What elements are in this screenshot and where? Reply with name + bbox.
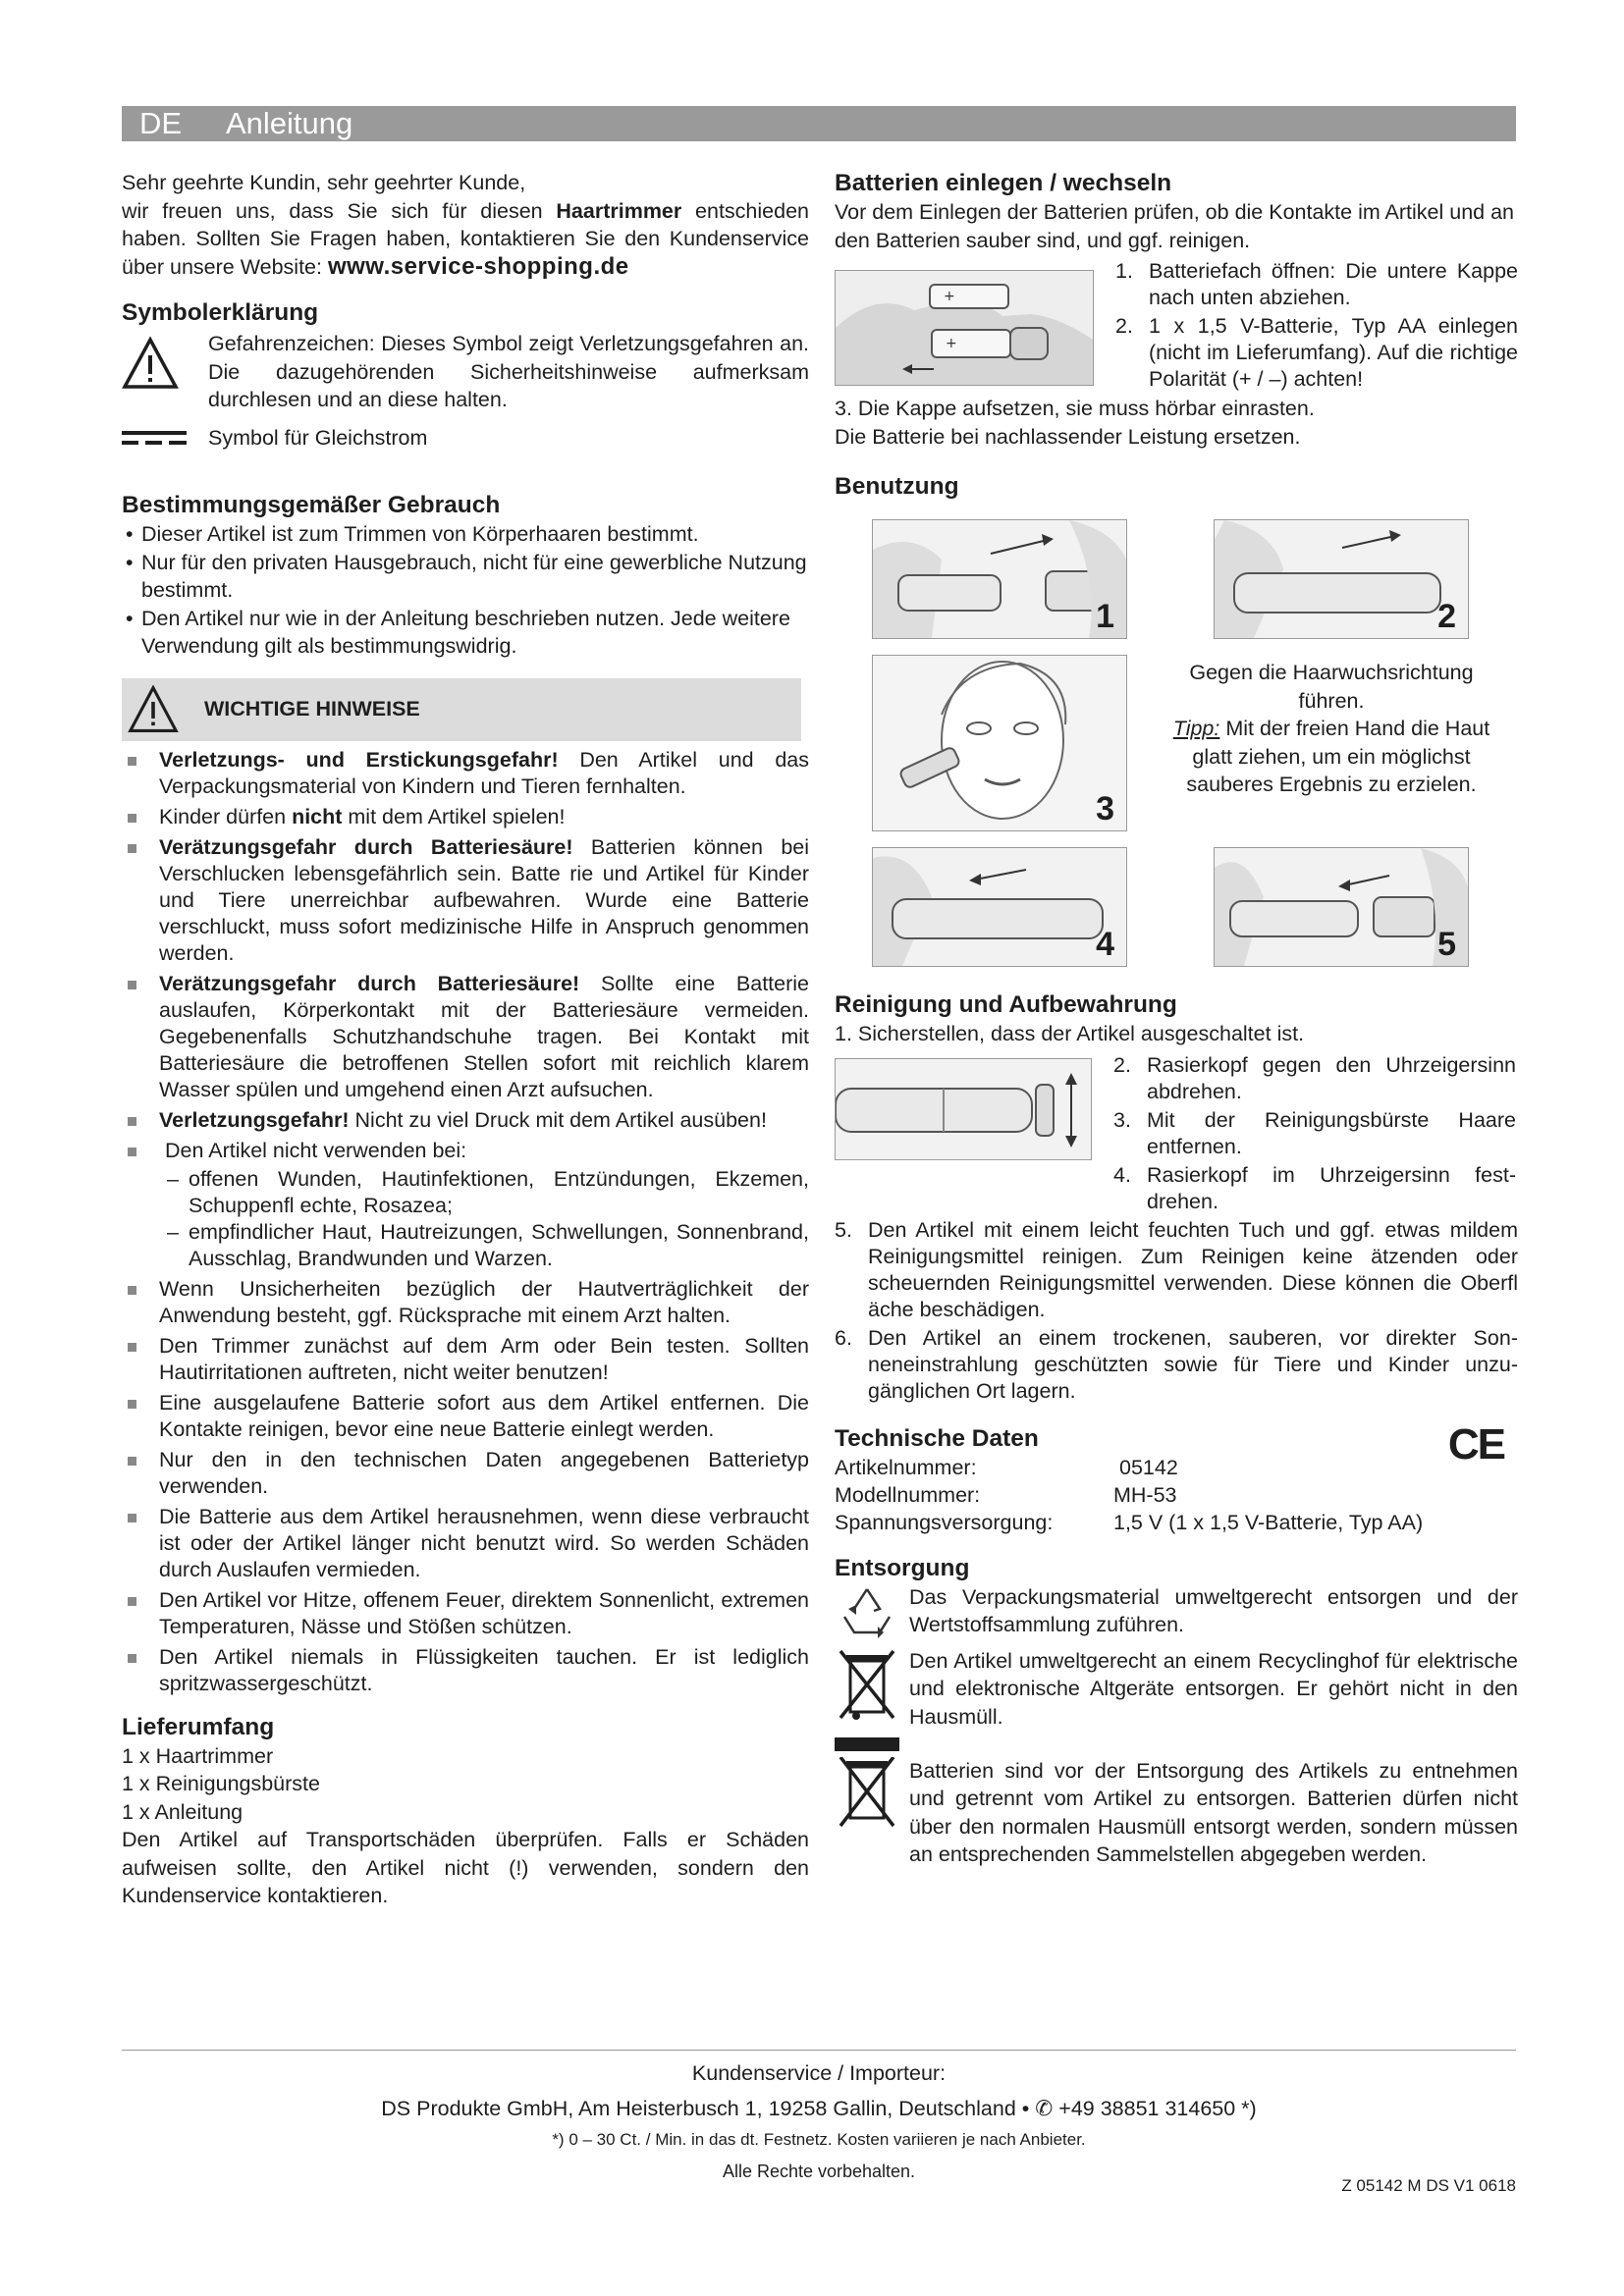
list-item: Den Trimmer zunächst auf dem Arm oder Bein testen. Sollten Hautirritationen auftreten, nicht weiter benutzen! xyxy=(122,1333,809,1386)
usage-step-3-image xyxy=(872,655,1127,831)
website-link[interactable]: www.service-shopping.de xyxy=(327,252,629,280)
usage-direction: Gegen die Haarwuchsrichtung führen. xyxy=(1189,661,1474,713)
footer-service-label: Kundenservice / Importeur: xyxy=(691,2061,947,2085)
usage-step-5-image xyxy=(1214,847,1469,967)
list-item: 2. 1 x 1,5 V-Batterie, Typ AA einlegen (nicht im Lieferumfang). Auf die richtige Polarität (+ / –) achten! xyxy=(1115,314,1518,391)
danger-symbol-text: Gefahrenzeichen: Dieses Symbol zeigt Verletzungsgefahren an. Die dazugehörenden Sicherheitshinweise aufmerksam durchlesen und an diese halten. xyxy=(208,332,809,411)
disposal-battery-text: Batterien sind vor der Entsorgung des Artikels zu entnehmen und getrennt vom Artikel zu entsorgen. Batterien dürfen nicht über den normalen Hausmüll entsorgt werden, sondern müssen an entsprechenden Sammelstellen abgegeben werden. xyxy=(909,1758,1518,1866)
language-code: DE xyxy=(139,106,183,140)
warnings-list xyxy=(122,747,809,1697)
usage-hint xyxy=(1155,659,1508,799)
ce-mark: CE xyxy=(1447,1419,1504,1468)
svg-text:+: + xyxy=(944,289,955,304)
usage-tip: Tipp: Mit der freien Hand die Haut glatt ziehen, um ein möglichst sauberes Ergebnis zu erzielen. xyxy=(1172,717,1490,796)
cleaning-heading: Reinigung und Aufbewahrung xyxy=(835,991,1177,1018)
direct-current-icon xyxy=(122,429,187,447)
list-item: Die Batterie aus dem Artikel herausnehmen, wenn diese verbraucht ist oder der Artikel länger nicht benutzt wird. So werden Schäden durch Auslaufen vermieden. xyxy=(122,1504,809,1583)
greeting: Sehr geehrte Kundin, sehr geehrter Kunde, xyxy=(122,171,526,194)
list-item: Wenn Unsicherheiten bezüglich der Hautverträglichkeit der Anwendung besteht, ggf. Rücksprache mit einem Arzt halten. xyxy=(122,1276,809,1329)
list-item: Eine ausgelaufene Batterie sofort aus dem Artikel entfernen. Die Kontakte reinigen, bevor eine neue Batterie einlegt werden. xyxy=(122,1390,809,1443)
step-number: 5 xyxy=(1437,926,1456,963)
intro-paragraph: wir freuen uns, dass Sie sich für diesen Haartrimmer entschieden haben. Sollten Sie Fragen haben, kontaktieren Sie den Kundenservice über unsere Website: www.service-shopping.de xyxy=(122,198,809,280)
technical-data xyxy=(835,1419,1518,1536)
table-row: Modellnummer: MH-53 xyxy=(835,1482,1177,1507)
important-notes-box xyxy=(122,678,801,741)
delivery-heading: Lieferumfang xyxy=(122,1713,275,1740)
symbols-heading: Symbolerklärung xyxy=(122,299,319,326)
footer-cost-note: *) 0 – 30 Ct. / Min. in das dt. Festnetz. Kosten variieren je nach Anbieter. xyxy=(552,2130,1086,2149)
important-notes-title: WICHTIGE HINWEISE xyxy=(204,697,420,721)
warning-triangle-icon xyxy=(122,336,179,393)
disposal-packaging-text: Das Verpackungsmaterial umweltgerecht entsorgen und der Wertstoffsammlung zuführen. xyxy=(909,1584,1518,1636)
list-item: Kinder dürfen nicht mit dem Artikel spielen! xyxy=(122,804,809,830)
dc-symbol-row xyxy=(122,424,809,453)
list-item: Den Artikel niemals in Flüssigkeiten tauchen. Er ist lediglich spritzwassergeschützt. xyxy=(122,1644,809,1697)
disposal-battery-row xyxy=(835,1757,1518,1869)
footer-phone: +49 38851 314650 *) xyxy=(1058,2097,1257,2120)
crossed-bin-battery-icon xyxy=(835,1757,899,1832)
list-item: • Den Artikel nur wie in der Anleitung beschrieben nutzen. Jede weitere Verwendung gilt als bestimmungswidrig. xyxy=(122,605,809,661)
step-number: 2 xyxy=(1437,598,1456,635)
danger-symbol-row xyxy=(122,330,809,414)
usage-step-4-image xyxy=(872,847,1127,967)
list-item: 1. Batteriefach öffnen: Die untere Kappe nach unten abziehen. xyxy=(1115,259,1518,309)
list-item: Den Artikel nicht verwenden bei: – offenen Wunden, Hautinfektionen, Entzündungen, Ekzemen, Schuppenfl echte, Rosazea; – empfindlicher Haut, Hautreizungen, Schwellungen, Sonnenbrand, Ausschlag, Brandwunden und Warzen. xyxy=(122,1138,809,1272)
step-number: 3 xyxy=(1096,790,1114,828)
battery-illustration xyxy=(835,270,1094,386)
list-item: Verletzungs- und Erstickungsgefahr! Den Artikel und das Verpackungsmaterial von Kindern und Tieren fernhalten. xyxy=(122,747,809,800)
battery-step-list xyxy=(1115,258,1518,393)
disposal-heading: Entsorgung xyxy=(835,1554,970,1581)
disposal-packaging-row xyxy=(835,1583,1518,1639)
recycling-icon xyxy=(835,1583,899,1638)
right-column xyxy=(835,169,1518,1869)
footer-divider xyxy=(122,2050,1516,2051)
cleaning-illustration xyxy=(835,1058,1092,1160)
list-item: 4. Rasierkopf im Uhrzeigersinn festdrehen. xyxy=(1113,1162,1516,1213)
svg-text:+: + xyxy=(946,336,957,351)
phone-icon: ✆ xyxy=(1035,2097,1059,2120)
delivery-item: 1 x Anleitung xyxy=(122,1799,244,1824)
battery-intro: Vor dem Einlegen der Batterien prüfen, ob die Kontakte im Artikel und an den Batterien sauber sind, und ggf. reinigen. xyxy=(835,200,1515,252)
document-title: Anleitung xyxy=(226,106,353,140)
usage-heading: Benutzung xyxy=(835,473,959,500)
intended-use-list xyxy=(122,520,809,661)
list-item: • Nur für den privaten Hausgebrauch, nicht für eine gewerbliche Nutzung bestimmt. xyxy=(122,549,809,605)
disposal-device-row xyxy=(835,1647,1518,1753)
step-number: 1 xyxy=(1096,598,1114,635)
header-bar xyxy=(122,106,1516,141)
list-item: Verätzungsgefahr durch Batteriesäure! Batterien können bei Verschlucken lebensgefährlich sein. Batte rie und Artikel für Kinder und Tiere unerreichbar aufbewahren. Wurde eine Batterie verschluckt, muss sofort medizinische Hilfe in Anspruch genommen werden. xyxy=(122,834,809,967)
battery-image xyxy=(836,271,1093,385)
disposal-device-text: Den Artikel umweltgerecht an einem Recyclinghof für elektrische und elektronische Altgeräte entsorgen. Er gehört nicht in den Hausmüll. xyxy=(909,1648,1518,1729)
technical-data-heading: Technische Daten xyxy=(835,1424,1039,1452)
list-item: Verätzungsgefahr durch Batteriesäure! Sollte eine Batterie auslaufen, Körperkontakt mit der Batteriesäure vermeiden. Gegebenenfalls Schutzhandschuhe tragen. Bei Kontakt mit Batteriesäure die betroffenen Stellen sofort mit reichlich klarem Wasser spülen und umgehend einen Arzt aufsuchen. xyxy=(122,971,809,1103)
battery-replace-note: Die Batterie bei nachlassender Leistung ersetzen. xyxy=(835,424,1301,449)
delivery-item: 1 x Haartrimmer xyxy=(122,1743,274,1768)
step-number: 4 xyxy=(1096,926,1114,963)
delivery-note: Den Artikel auf Transportschäden überprüfen. Falls er Schäden aufweisen sollte, den Artikel nicht (!) verwenden, sondern den Kundenservice kontaktieren. xyxy=(122,1828,809,1907)
usage-step-2-image xyxy=(1214,519,1469,639)
list-item: 5. Den Artikel mit einem leicht feuchten Tuch und ggf. etwas mildem Reinigungsmittel reinigen. Zum Reinigen keine ätzenden oder scheuernden Reinigungsmittel verwenden. Diese können die Oberfl äche beschädigen. xyxy=(835,1217,1518,1321)
list-item: 6. Den Artikel an einem trockenen, sauberen, vor direkter Sonneneinstrahlung geschützten sowie für Tiere und Kinder unzugänglichen Ort lagern. xyxy=(835,1325,1518,1403)
list-item: – offenen Wunden, Hautinfektionen, Entzündungen, Ekzemen, Schuppenfl echte, Rosazea; xyxy=(165,1166,809,1219)
list-item: – empfindlicher Haut, Hautreizungen, Schwellungen, Sonnenbrand, Ausschlag, Brandwunden und Warzen. xyxy=(165,1219,809,1272)
intended-use-heading: Bestimmungsgemäßer Gebrauch xyxy=(122,492,501,518)
crossed-bin-icon xyxy=(835,1647,899,1753)
list-item: 3. Mit der Reinigungsbürste Haare entfernen. xyxy=(1113,1107,1516,1158)
warning-triangle-icon xyxy=(128,685,179,734)
document-code: Z 05142 M DS V1 0618 xyxy=(1341,2176,1516,2195)
battery-steps xyxy=(835,258,1518,393)
cleaning-step-list xyxy=(1113,1052,1516,1215)
footer-company: DS Produkte GmbH, Am Heisterbusch 1, 19258 Gallin, Deutschland • ✆ +49 38851 314650 *) xyxy=(381,2097,1257,2120)
battery-heading: Batterien einlegen / wechseln xyxy=(835,170,1172,196)
left-column xyxy=(122,169,809,1910)
cleaning-step-1: 1. Sicherstellen, dass der Artikel ausgeschaltet ist. xyxy=(835,1022,1305,1045)
cleaning-step-list-2 xyxy=(835,1217,1518,1405)
footer-rights: Alle Rechte vorbehalten. xyxy=(722,2162,916,2181)
battery-step-3: 3. Die Kappe aufsetzen, sie muss hörbar einrasten. xyxy=(835,397,1315,420)
cleaning-steps-with-image xyxy=(835,1052,1518,1215)
table-row: Spannungsversorgung: 1,5 V (1 x 1,5 V-Batterie, Typ AA) xyxy=(835,1510,1424,1534)
list-item: • Dieser Artikel ist zum Trimmen von Körperhaaren bestimmt. xyxy=(122,520,809,549)
dc-symbol-text: Symbol für Gleichstrom xyxy=(208,425,428,450)
usage-step-1-image xyxy=(872,519,1127,639)
list-item: Verletzungsgefahr! Nicht zu viel Druck mit dem Artikel ausüben! xyxy=(122,1107,809,1134)
list-item: Nur den in den technischen Daten angegebenen Batterietyp verwenden. xyxy=(122,1447,809,1500)
list-item: Den Artikel vor Hitze, offenem Feuer, direktem Sonnenlicht, extremen Temperaturen, Nässe und Stößen schützen. xyxy=(122,1587,809,1640)
contraindications-list xyxy=(165,1166,809,1272)
usage-illustrations xyxy=(835,507,1518,975)
list-item: 2. Rasierkopf gegen den Uhrzeigersinn abdrehen. xyxy=(1113,1052,1516,1103)
delivery-item: 1 x Reinigungsbürste xyxy=(122,1772,320,1795)
table-row: Artikelnummer: 05142 xyxy=(835,1455,1178,1479)
